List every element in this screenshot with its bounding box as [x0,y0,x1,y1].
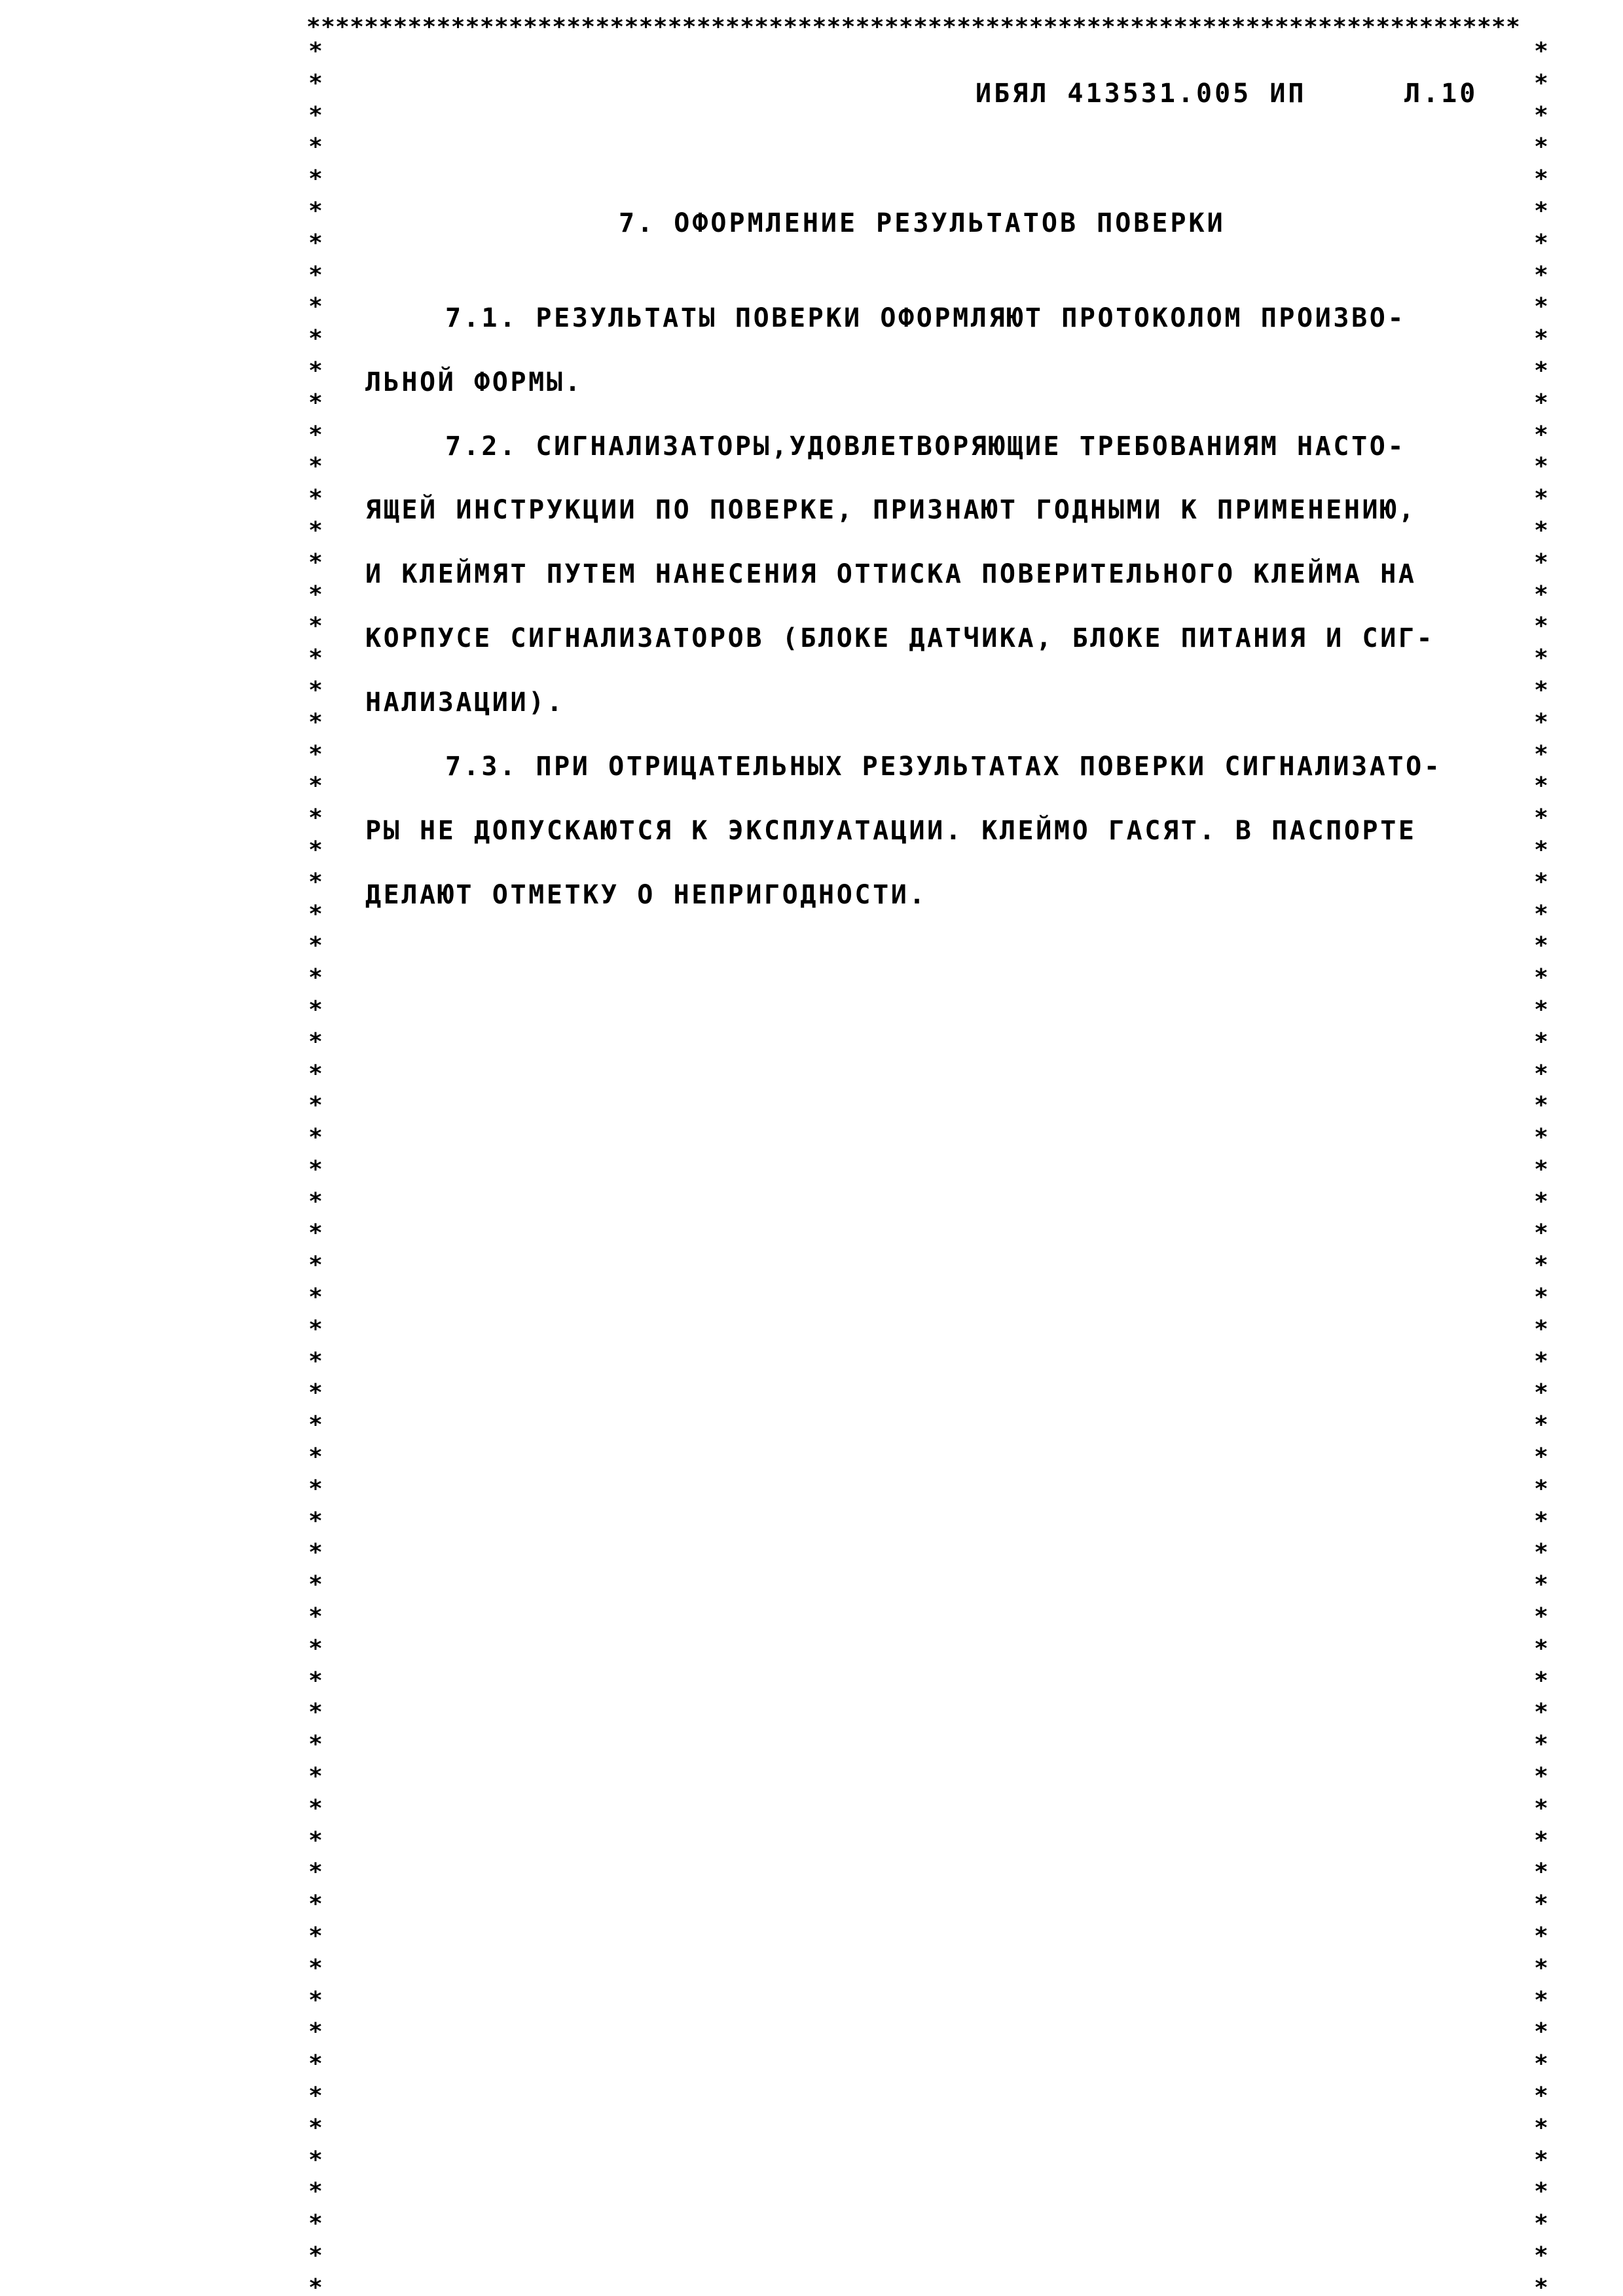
border-star: * [308,805,323,832]
border-star: * [308,421,323,448]
border-star: * [308,836,323,864]
border-star: * [1534,868,1548,896]
border-star: * [1534,453,1548,481]
border-star: * [1534,229,1548,257]
border-star: * [1534,1379,1548,1407]
border-star: * [308,740,323,768]
border-star: * [1534,676,1548,704]
border-star: * [1534,69,1548,97]
border-star: * [308,773,323,800]
border-star: * [308,964,323,992]
border-star: * [308,517,323,544]
border-star: * [308,2242,323,2269]
border-star: * [308,2178,323,2206]
border-star: * [308,900,323,928]
border-star: * [1534,1475,1548,1503]
border-star: * [308,1571,323,1599]
document-code: ИБЯЛ 413531.005 ИП [976,79,1307,109]
border-star: * [308,996,323,1023]
border-star: * [1534,708,1548,736]
text-line-1: 7.1. РЕЗУЛЬТАТЫ ПОВЕРКИ ОФОРМЛЯЮТ ПРОТОКОЛОМ ПРОИЗВО- [445,303,1406,333]
left-star-border [302,36,329,2296]
border-star: * [1534,517,1548,544]
border-star: * [308,69,323,97]
border-star: * [308,2146,323,2174]
border-star: * [1534,932,1548,960]
sheet-number: Л.10 [1404,79,1478,109]
border-star: * [308,1379,323,1407]
border-star: * [1534,1315,1548,1343]
border-star: * [1534,134,1548,161]
border-star: * [308,1188,323,1215]
border-star: * [1534,2083,1548,2109]
border-star: * [308,676,323,704]
border-star: * [308,261,323,289]
border-star: * [1534,740,1548,768]
border-star: * [308,1156,323,1183]
border-star: * [1534,1923,1548,1950]
border-star: * [1534,2274,1548,2296]
border-star: * [1534,38,1548,65]
border-star: * [308,1923,323,1950]
border-star: * [1534,1986,1548,2014]
border-star: * [1534,2018,1548,2046]
border-star: * [1534,1827,1548,1854]
border-star: * [308,293,323,321]
text-line-6: КОРПУСЕ СИГНАЛИЗАТОРОВ (БЛОКЕ ДАТЧИКА, БЛОКЕ ПИТАНИЯ И СИГ- [365,623,1435,653]
border-star: * [308,1347,323,1375]
border-star: * [308,1859,323,1886]
border-star: * [1534,1028,1548,1055]
border-star: * [308,325,323,353]
border-star: * [1534,2242,1548,2269]
border-star: * [308,2210,323,2238]
border-star: * [308,229,323,257]
border-star: * [308,101,323,129]
border-star: * [1534,2210,1548,2238]
border-star: * [308,1475,323,1503]
border-star: * [1534,421,1548,448]
border-star: * [1534,613,1548,640]
border-star: * [1534,996,1548,1023]
border-star: * [1534,1699,1548,1726]
border-star: * [308,1124,323,1152]
border-star: * [1534,1763,1548,1791]
text-line-7: НАЛИЗАЦИИ). [365,687,565,718]
border-star: * [1534,261,1548,289]
border-star: * [308,1763,323,1791]
border-star: * [308,453,323,481]
border-star: * [1534,581,1548,608]
border-star: * [308,1060,323,1087]
border-star: * [308,389,323,416]
section-title: 7. ОФОРМЛЕНИЕ РЕЗУЛЬТАТОВ ПОВЕРКИ [619,208,1226,238]
text-line-5: И КЛЕЙМЯТ ПУТЕМ НАНЕСЕНИЯ ОТТИСКА ПОВЕРИТЕЛЬНОГО КЛЕЙМА НА [365,559,1417,589]
border-star: * [1534,2146,1548,2174]
border-star: * [1534,1156,1548,1183]
border-star: * [1534,964,1548,992]
border-star: * [308,134,323,161]
border-star: * [1534,357,1548,384]
border-star: * [308,1699,323,1726]
border-star: * [1534,1220,1548,1247]
border-star: * [308,357,323,384]
border-star: * [1534,485,1548,513]
border-star: * [1534,325,1548,353]
border-star: * [1534,773,1548,800]
text-line-9: РЫ НЕ ДОПУСКАЮТСЯ К ЭКСПЛУАТАЦИИ. КЛЕЙМО ГАСЯТ. В ПАСПОРТЕ [365,816,1417,846]
border-star: * [308,645,323,672]
border-star: * [308,549,323,576]
border-star: * [1534,1571,1548,1599]
border-star: * [1534,900,1548,928]
border-star: * [308,868,323,896]
border-star: * [308,1603,323,1631]
border-star: * [308,2018,323,2046]
text-line-8: 7.3. ПРИ ОТРИЦАТЕЛЬНЫХ РЕЗУЛЬТАТАХ ПОВЕРКИ СИГНАЛИЗАТО- [445,752,1442,782]
border-star: * [1534,1635,1548,1662]
border-star: * [1534,1188,1548,1215]
border-star: * [308,1412,323,1439]
border-star: * [308,613,323,640]
border-star: * [308,1315,323,1343]
border-star: * [308,1795,323,1822]
border-star: * [1534,805,1548,832]
border-star: * [308,38,323,65]
border-star: * [308,932,323,960]
border-star: * [1534,166,1548,193]
text-line-3: 7.2. СИГНАЛИЗАТОРЫ,УДОВЛЕТВОРЯЮЩИЕ ТРЕБОВАНИЯМ НАСТО- [445,431,1406,462]
border-star: * [1534,1092,1548,1120]
border-star: * [308,1667,323,1694]
border-star: * [1534,549,1548,576]
border-star: * [1534,1795,1548,1822]
border-star: * [1534,1859,1548,1886]
border-star: * [1534,293,1548,321]
border-star: * [1534,197,1548,225]
border-star: * [308,2274,323,2296]
border-star: * [1534,836,1548,864]
border-star: * [308,1507,323,1535]
border-star: * [308,1284,323,1311]
border-star: * [308,708,323,736]
text-line-10: ДЕЛАЮТ ОТМЕТКУ О НЕПРИГОДНОСТИ. [365,880,928,910]
border-star: * [1534,1539,1548,1567]
border-star: * [1534,2050,1548,2078]
border-star: * [1534,389,1548,416]
border-star: * [1534,645,1548,672]
border-star: * [1534,1891,1548,1918]
border-star: * [1534,2114,1548,2141]
border-star: * [308,1635,323,1662]
border-star: * [1534,1347,1548,1375]
border-star: * [308,581,323,608]
border-star: * [1534,1124,1548,1152]
border-star: * [308,1827,323,1854]
border-star: * [308,2114,323,2141]
border-star: * [1534,1284,1548,1311]
border-star: * [308,1731,323,1758]
right-star-border [1528,36,1554,2296]
border-star: * [308,1444,323,1471]
border-star: * [308,2050,323,2078]
border-star: * [1534,101,1548,129]
border-star: * [308,485,323,513]
border-star: * [1534,1412,1548,1439]
border-star: * [308,166,323,193]
border-star: * [308,197,323,225]
border-star: * [1534,1667,1548,1694]
text-line-2: ЛЬНОЙ ФОРМЫ. [365,367,583,397]
border-star: * [308,1954,323,1982]
border-star: * [308,1092,323,1120]
border-star: * [308,1220,323,1247]
border-star: * [1534,1954,1548,1982]
border-star: * [308,1539,323,1567]
top-star-border: ************************************************************************************ [306,14,1521,41]
border-star: * [308,2083,323,2109]
border-star: * [1534,1731,1548,1758]
border-star: * [1534,1444,1548,1471]
border-star: * [308,1252,323,1279]
border-star: * [1534,1252,1548,1279]
border-star: * [308,1986,323,2014]
border-star: * [1534,1060,1548,1087]
border-star: * [308,1891,323,1918]
border-star: * [1534,1507,1548,1535]
text-line-4: ЯЩЕЙ ИНСТРУКЦИИ ПО ПОВЕРКЕ, ПРИЗНАЮТ ГОДНЫМИ К ПРИМЕНЕНИЮ, [365,495,1417,525]
border-star: * [1534,2178,1548,2206]
border-star: * [308,1028,323,1055]
border-star: * [1534,1603,1548,1631]
